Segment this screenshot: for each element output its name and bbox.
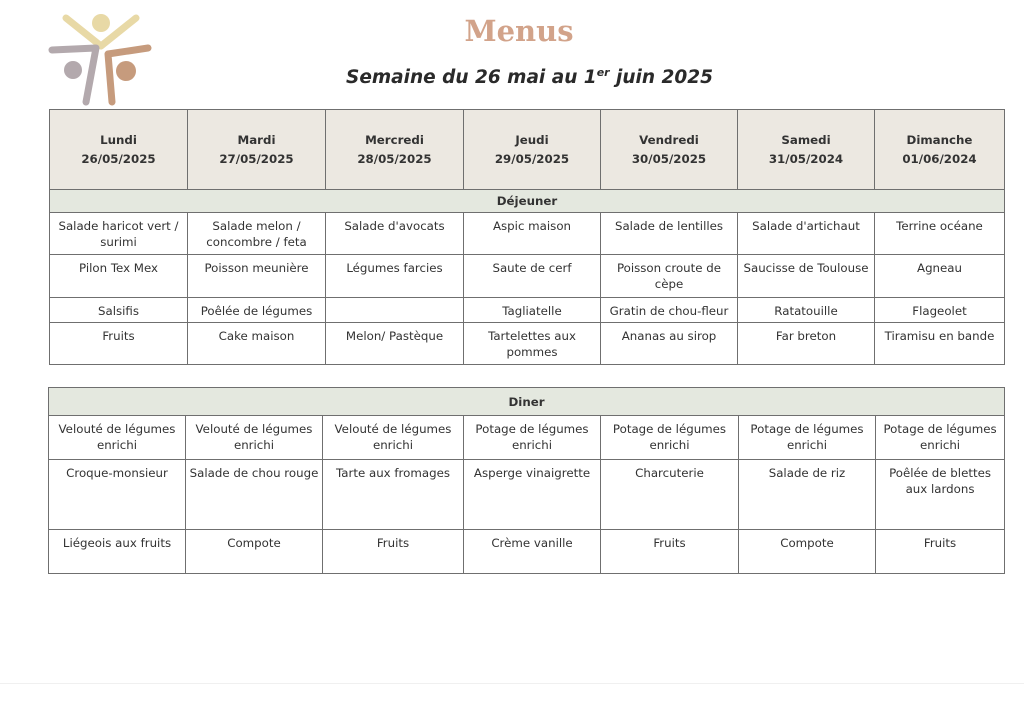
menu-cell: Salade d'artichaut [738,213,875,255]
menu-cell: Potage de légumes enrichi [464,416,601,460]
day-date: 28/05/2025 [357,151,432,166]
day-header [738,110,875,190]
subtitle-year: juin 2025 [609,67,713,89]
day-date: 31/05/2024 [768,151,844,166]
menu-cell: Poêlée de légumes [188,298,326,323]
menu-cell: Salsifis [50,298,188,323]
day-name: Jeudi [515,132,549,147]
menu-cell: Tarte aux fromages [323,460,464,530]
table-row [50,323,1005,365]
dinner-menu-table [48,387,1005,574]
menu-cell: Velouté de légumes enrichi [323,416,464,460]
day-header-row [50,110,1005,190]
table-row [50,213,1005,255]
dinner-section-label: Diner [49,388,1005,416]
menu-cell: Potage de légumes enrichi [876,416,1005,460]
menu-cell: Tartelettes aux pommes [464,323,601,365]
day-name: Dimanche [906,132,973,147]
menu-cell [326,298,464,323]
page-divider [0,683,1024,684]
menu-cell: Tiramisu en bande [875,323,1005,365]
subtitle-superscript: er [596,66,610,79]
day-header [326,110,464,190]
day-header [601,110,738,190]
menu-cell: Velouté de légumes enrichi [49,416,186,460]
menu-cell: Charcuterie [601,460,739,530]
table-row [50,298,1005,323]
menu-cell: Compote [739,530,876,574]
menu-cell: Salade melon / concombre / feta [188,213,326,255]
menu-cell: Ananas au sirop [601,323,738,365]
day-date: 29/05/2025 [494,151,570,166]
subtitle-text: Semaine du 26 mai au 1 [346,67,597,89]
day-name: Mercredi [365,132,424,147]
menu-cell: Croque-monsieur [49,460,186,530]
day-header [464,110,601,190]
logo-figure-grey [52,48,96,102]
menu-cell: Liégeois aux fruits [49,530,186,574]
table-row [49,530,1005,574]
menu-cell: Potage de légumes enrichi [601,416,739,460]
menu-cell: Fruits [601,530,739,574]
menu-cell: Salade de lentilles [601,213,738,255]
day-name: Vendredi [639,132,699,147]
menu-cell: Flageolet [875,298,1005,323]
day-header [188,110,326,190]
menu-cell: Poisson meunière [188,255,326,298]
day-date: 01/06/2024 [902,151,977,166]
section-row [50,190,1005,213]
table-row [49,416,1005,460]
menu-cell: Ratatouille [738,298,875,323]
menu-cell: Pilon Tex Mex [50,255,188,298]
menu-cell: Velouté de légumes enrichi [186,416,323,460]
menu-cell: Poisson croute de cèpe [601,255,738,298]
lunch-menu-table [49,109,1005,365]
week-subtitle [346,66,713,88]
menu-cell: Légumes farcies [326,255,464,298]
page-title: Menus [464,14,574,48]
menu-cell: Terrine océane [875,213,1005,255]
menu-cell: Saucisse de Toulouse [738,255,875,298]
section-row [49,388,1005,416]
menu-cell: Potage de légumes enrichi [739,416,876,460]
menu-cell: Salade de riz [739,460,876,530]
menu-cell: Salade de chou rouge [186,460,323,530]
day-date: 30/05/2025 [631,151,707,166]
menu-cell: Far breton [738,323,875,365]
day-header [875,110,1005,190]
day-name: Lundi [100,132,137,147]
menu-cell: Fruits [323,530,464,574]
menu-cell: Aspic maison [464,213,601,255]
menu-cell: Tagliatelle [464,298,601,323]
menu-cell: Agneau [875,255,1005,298]
table-row [49,460,1005,530]
day-name: Mardi [237,132,276,147]
menu-cell: Gratin de chou-fleur [601,298,738,323]
menu-cell: Fruits [50,323,188,365]
menu-cell: Salade d'avocats [326,213,464,255]
menu-cell: Salade haricot vert / surimi [50,213,188,255]
lunch-section-label: Déjeuner [50,190,1005,213]
table-row [50,255,1005,298]
day-date: 26/05/2025 [81,151,156,166]
menu-cell: Asperge vinaigrette [464,460,601,530]
day-date: 27/05/2025 [219,151,294,166]
menu-cell: Saute de cerf [464,255,601,298]
menu-cell: Crème vanille [464,530,601,574]
day-name: Samedi [781,132,831,147]
logo-figure-tan [108,48,148,102]
menu-cell: Cake maison [188,323,326,365]
menu-cell: Poêlée de blettes aux lardons [876,460,1005,530]
menu-cell: Compote [186,530,323,574]
menu-cell: Melon/ Pastèque [326,323,464,365]
menu-cell: Fruits [876,530,1005,574]
day-header [50,110,188,190]
